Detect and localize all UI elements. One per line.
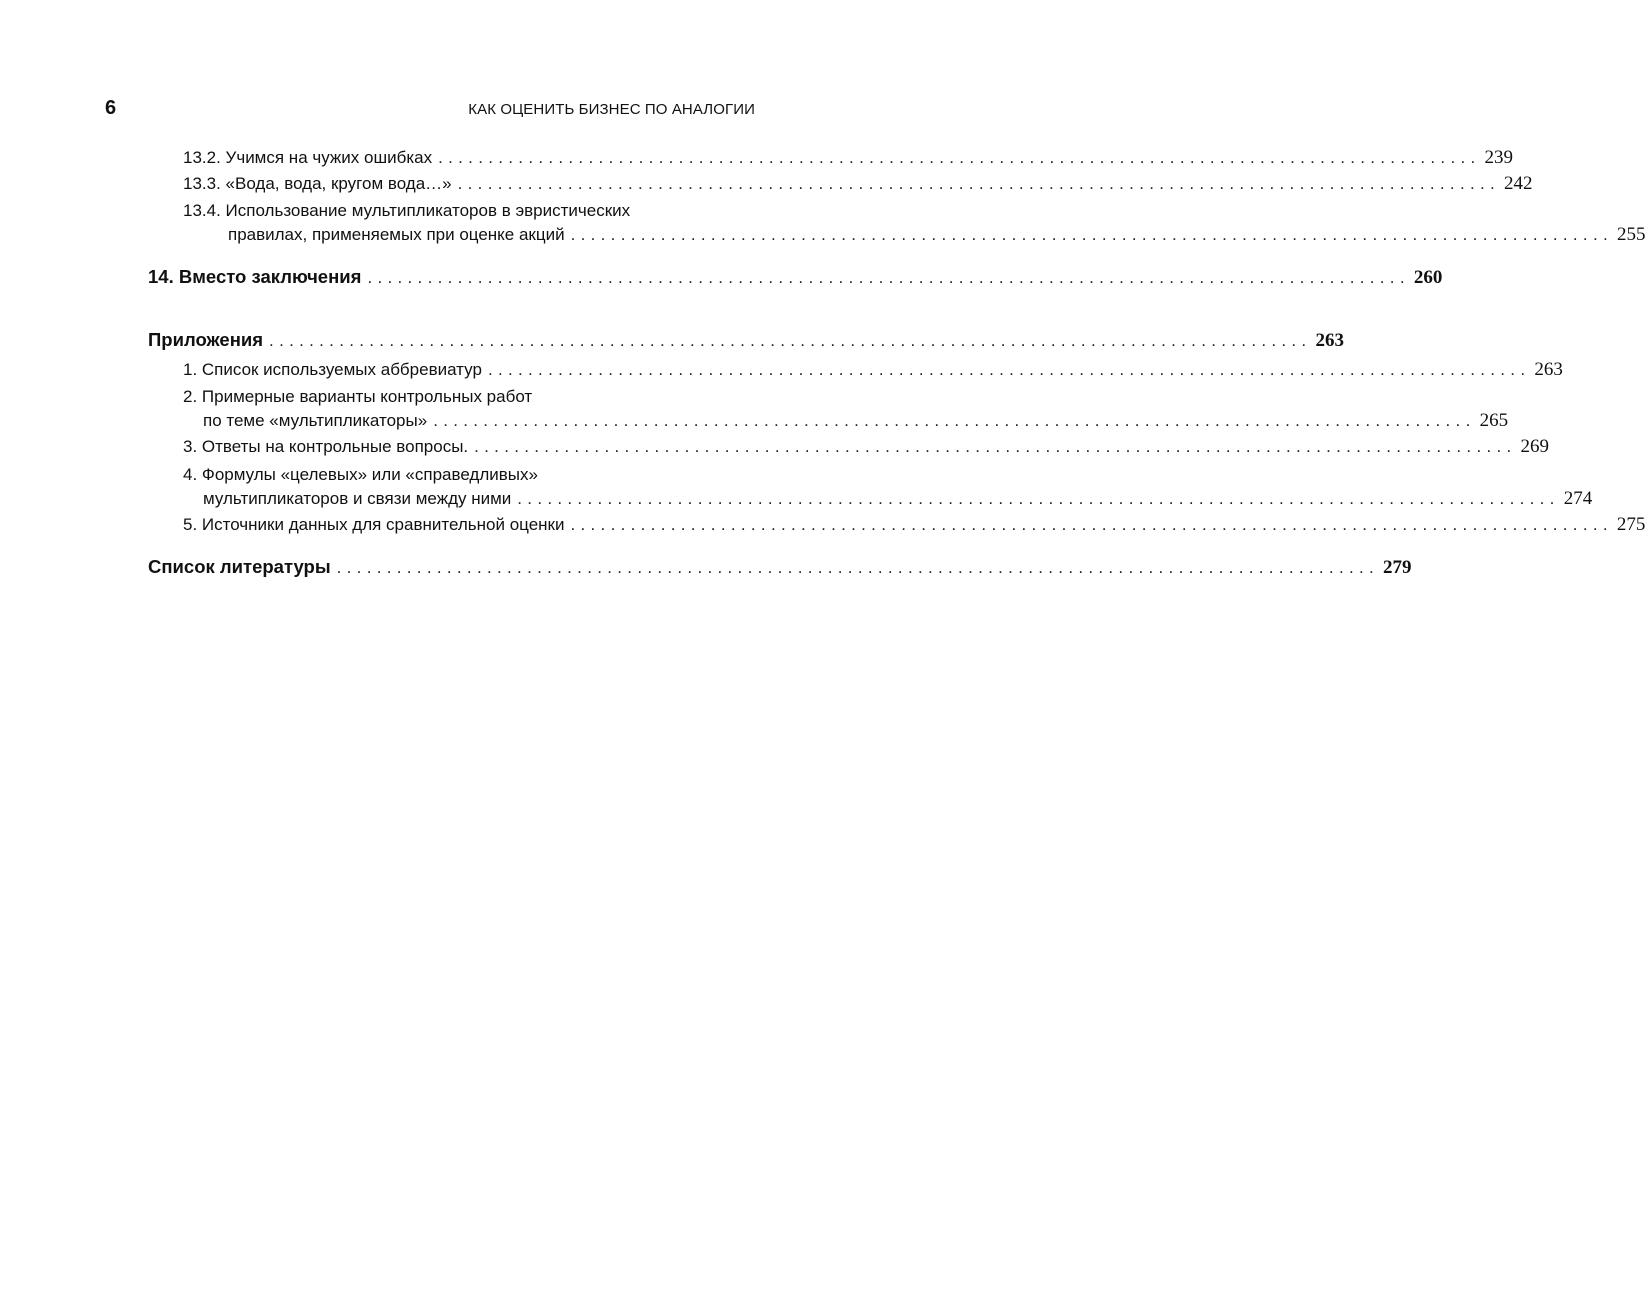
toc-entry-title: 13.3. «Вода, вода, кругом вода…» [183, 174, 452, 193]
dot-leader: ........................................................................................................ [570, 515, 1613, 534]
toc-entry-title: 5. Источники данных для сравнительной оценки [183, 515, 565, 534]
dot-leader: ........................................................................................................ [487, 360, 1531, 379]
toc-entry-appendix-4 [203, 487, 1593, 511]
toc-entry-title: мультипликаторов и связи между ними [203, 489, 512, 508]
toc-entry-page: 239 [1484, 147, 1514, 168]
table-of-contents [148, 146, 1646, 580]
toc-entry-page: 274 [1563, 488, 1593, 509]
dot-leader: ........................................................................................................ [336, 558, 1380, 577]
toc-entry-appendix-2 [203, 409, 1509, 433]
dot-leader: ........................................................................................................ [570, 225, 1613, 244]
toc-entry-appendix-5 [183, 513, 1646, 537]
toc-entry-title: 13.2. Учимся на чужих ошибках [183, 148, 433, 167]
toc-entry-13-3 [183, 172, 1533, 196]
toc-entry-page: 255 [1617, 224, 1646, 245]
dot-leader: ........................................................................................................ [474, 437, 1517, 456]
toc-entry-appendix-1 [183, 358, 1563, 382]
toc-entry-page: 242 [1504, 173, 1533, 194]
toc-entry-appendix-2-line1: 2. Примерные варианты контрольных работ [183, 387, 533, 406]
running-title: КАК ОЦЕНИТЬ БИЗНЕС ПО АНАЛОГИИ [468, 101, 755, 118]
toc-entry-title: по теме «мультипликаторы» [203, 411, 428, 430]
toc-entry-appendix-4-line1: 4. Формулы «целевых» или «справедливых» [183, 465, 538, 484]
page-number: 6 [105, 97, 117, 119]
toc-entry-page: 279 [1383, 557, 1412, 578]
toc-entry-page: 275 [1616, 514, 1646, 535]
toc-entry-title: 3. Ответы на контрольные вопросы. [183, 437, 469, 456]
toc-entry-title: правилах, применяемых при оценке акций [228, 225, 565, 244]
dot-leader: ........................................................................................................ [438, 148, 1481, 167]
toc-entry-page: 263 [1315, 330, 1344, 351]
toc-entry-13-4 [228, 223, 1646, 247]
toc-entry-title: Приложения [148, 329, 264, 350]
toc-entry-page: 269 [1520, 436, 1550, 457]
toc-entry-page: 263 [1534, 359, 1563, 380]
toc-entry-appendices [148, 328, 1344, 353]
toc-entry-references [148, 555, 1412, 580]
toc-entry-title: 1. Список используемых аббревиатур [183, 360, 482, 379]
toc-entry-appendix-3 [183, 435, 1550, 459]
toc-entry-13-4-line1: 13.4. Использование мультипликаторов в эвристических [183, 201, 631, 220]
dot-leader: ........................................................................................................ [269, 331, 1312, 350]
dot-leader: ........................................................................................................ [367, 268, 1410, 287]
dot-leader: ........................................................................................................ [433, 411, 1476, 430]
toc-entry-13-2 [183, 146, 1514, 170]
toc-entry-title: Список литературы [148, 556, 331, 577]
dot-leader: ........................................................................................................ [517, 489, 1560, 508]
toc-entry-chapter-14 [148, 265, 1443, 290]
toc-entry-page: 260 [1413, 267, 1443, 288]
toc-entry-page: 265 [1479, 410, 1509, 431]
toc-entry-title: 14. Вместо заключения [148, 266, 362, 287]
dot-leader: ........................................................................................................ [457, 174, 1501, 193]
